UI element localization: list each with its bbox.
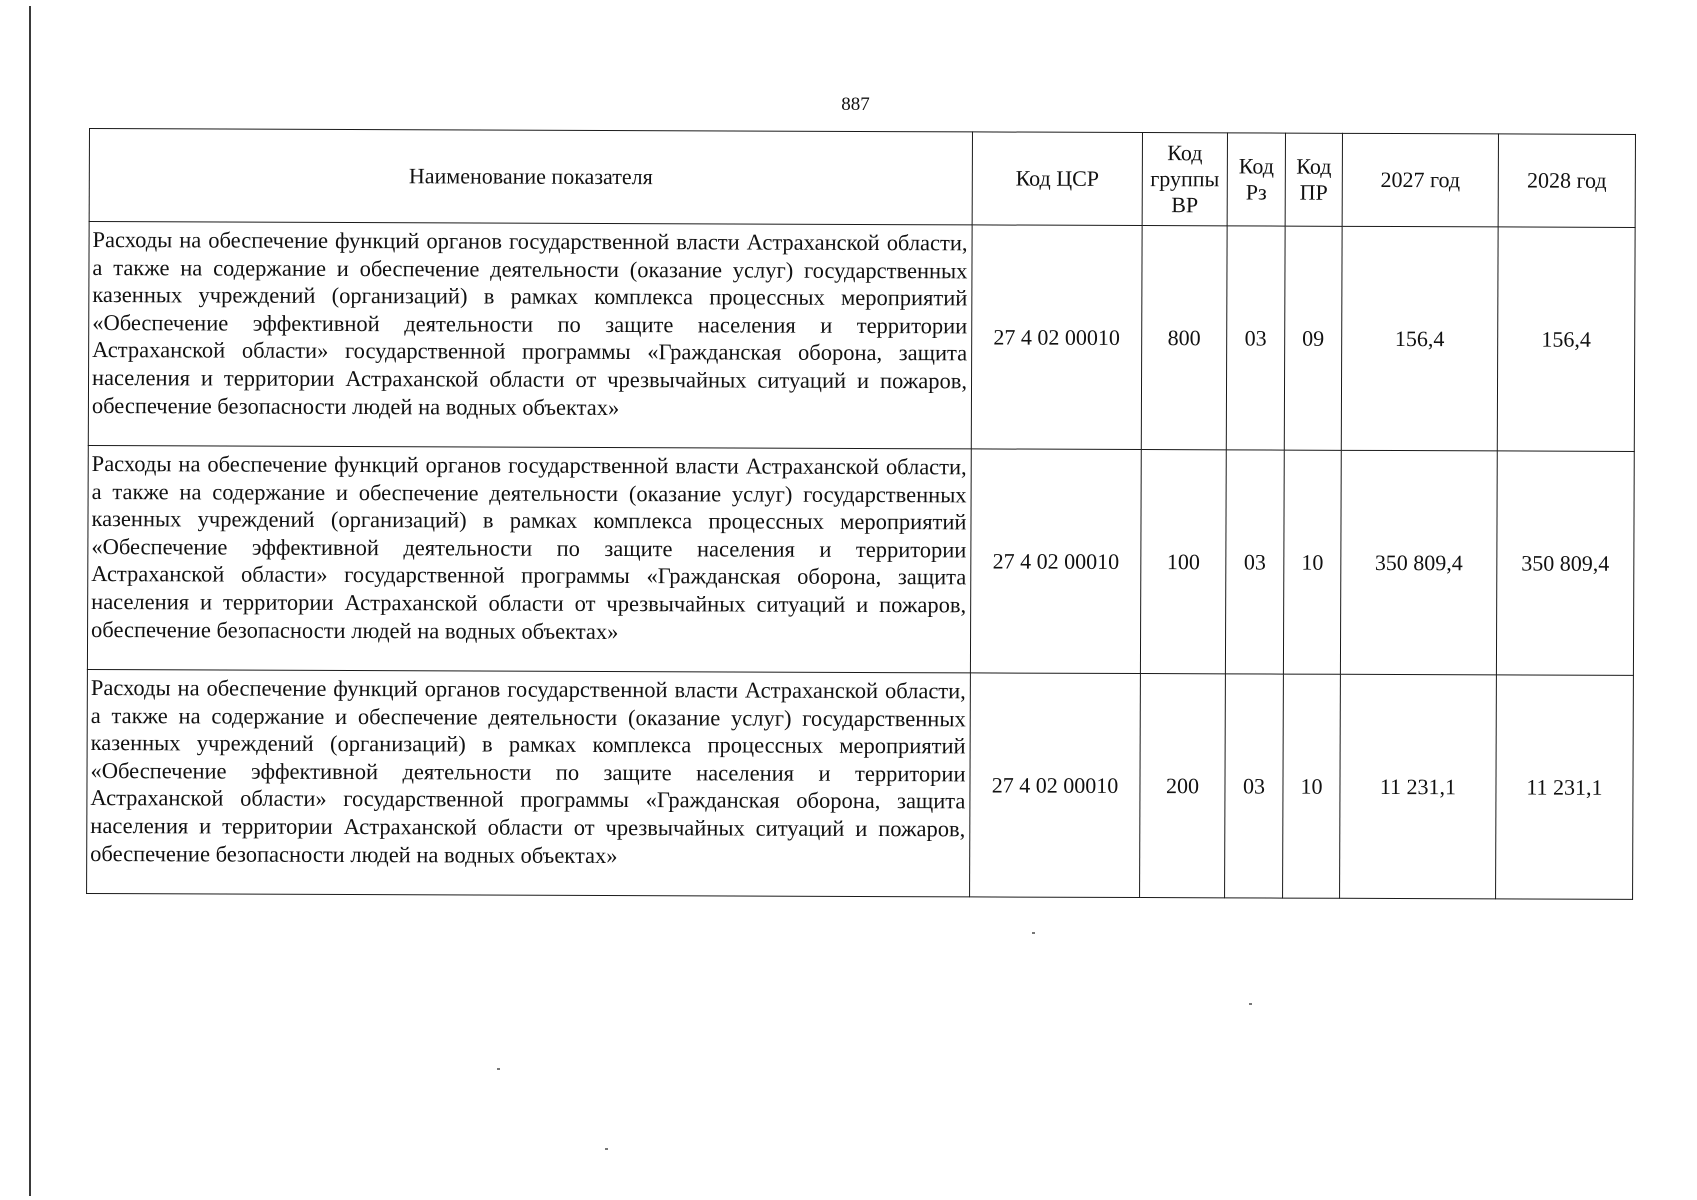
row-2028: 11 231,1 (1496, 675, 1634, 900)
row-rz: 03 (1225, 450, 1284, 674)
scan-speck (1032, 932, 1035, 934)
table-container (86, 128, 1636, 900)
row-pr: 10 (1283, 450, 1341, 674)
row-vr: 100 (1140, 450, 1226, 674)
header-rz: Код Рз (1227, 133, 1285, 226)
scan-speck (605, 1148, 608, 1150)
page-number: 887 (841, 94, 870, 115)
row-name: Расходы на обеспечение функций органов государственной власти Астраханской области, а также на содержание и обеспечение деятельности (оказание услуг) государственных казенных учреждений (организаций) в рамках комплекса процессных мероприятий «Обеспечение эффективной деятельности по защите населения и территории Астраханской области» государственной программы «Гражданская оборона, защита населения и территории Астраханской области от чрезвычайных ситуаций и пожаров, обеспечение безопасности людей на водных объектах» (87, 445, 971, 672)
table-row (87, 445, 1634, 675)
header-csr: Код ЦСР (972, 132, 1142, 226)
row-2027: 11 231,1 (1340, 674, 1497, 899)
scan-speck (497, 1068, 500, 1070)
row-vr: 200 (1140, 674, 1226, 898)
header-2028: 2028 год (1498, 134, 1635, 228)
row-pr: 09 (1284, 226, 1342, 450)
header-vr: Код группы ВР (1142, 133, 1227, 226)
row-vr: 800 (1141, 226, 1227, 450)
row-name: Расходы на обеспечение функций органов государственной власти Астраханской области, а также на содержание и обеспечение деятельности (оказание услуг) государственных казенных учреждений (организаций) в рамках комплекса процессных мероприятий «Обеспечение эффективной деятельности по защите населения и территории Астраханской области» государственной программы «Гражданская оборона, защита населения и территории Астраханской области от чрезвычайных ситуаций и пожаров, обеспечение безопасности людей на водных объектах» (87, 669, 971, 896)
header-2027: 2027 год (1342, 133, 1498, 227)
row-csr: 27 4 02 00010 (971, 225, 1142, 450)
row-2028: 156,4 (1497, 227, 1635, 452)
row-rz: 03 (1225, 674, 1284, 898)
table-header-row (89, 129, 1635, 228)
scan-speck (1249, 1003, 1252, 1005)
row-2027: 156,4 (1341, 226, 1498, 451)
scan-edge-line (29, 6, 31, 1196)
table-row (88, 222, 1635, 452)
row-pr: 10 (1283, 674, 1341, 898)
row-csr: 27 4 02 00010 (970, 449, 1141, 674)
row-rz: 03 (1226, 226, 1285, 450)
budget-table (86, 128, 1636, 900)
row-2027: 350 809,4 (1340, 450, 1497, 675)
header-pr: Код ПР (1285, 133, 1342, 226)
table-row (87, 669, 1634, 899)
header-name: Наименование показателя (89, 129, 972, 225)
row-csr: 27 4 02 00010 (970, 673, 1141, 898)
row-2028: 350 809,4 (1496, 451, 1634, 676)
row-name: Расходы на обеспечение функций органов государственной власти Астраханской области, а также на содержание и обеспечение деятельности (оказание услуг) государственных казенных учреждений (организаций) в рамках комплекса процессных мероприятий «Обеспечение эффективной деятельности по защите населения и территории Астраханской области» государственной программы «Гражданская оборона, защита населения и территории Астраханской области от чрезвычайных ситуаций и пожаров, обеспечение безопасности людей на водных объектах» (88, 222, 972, 449)
